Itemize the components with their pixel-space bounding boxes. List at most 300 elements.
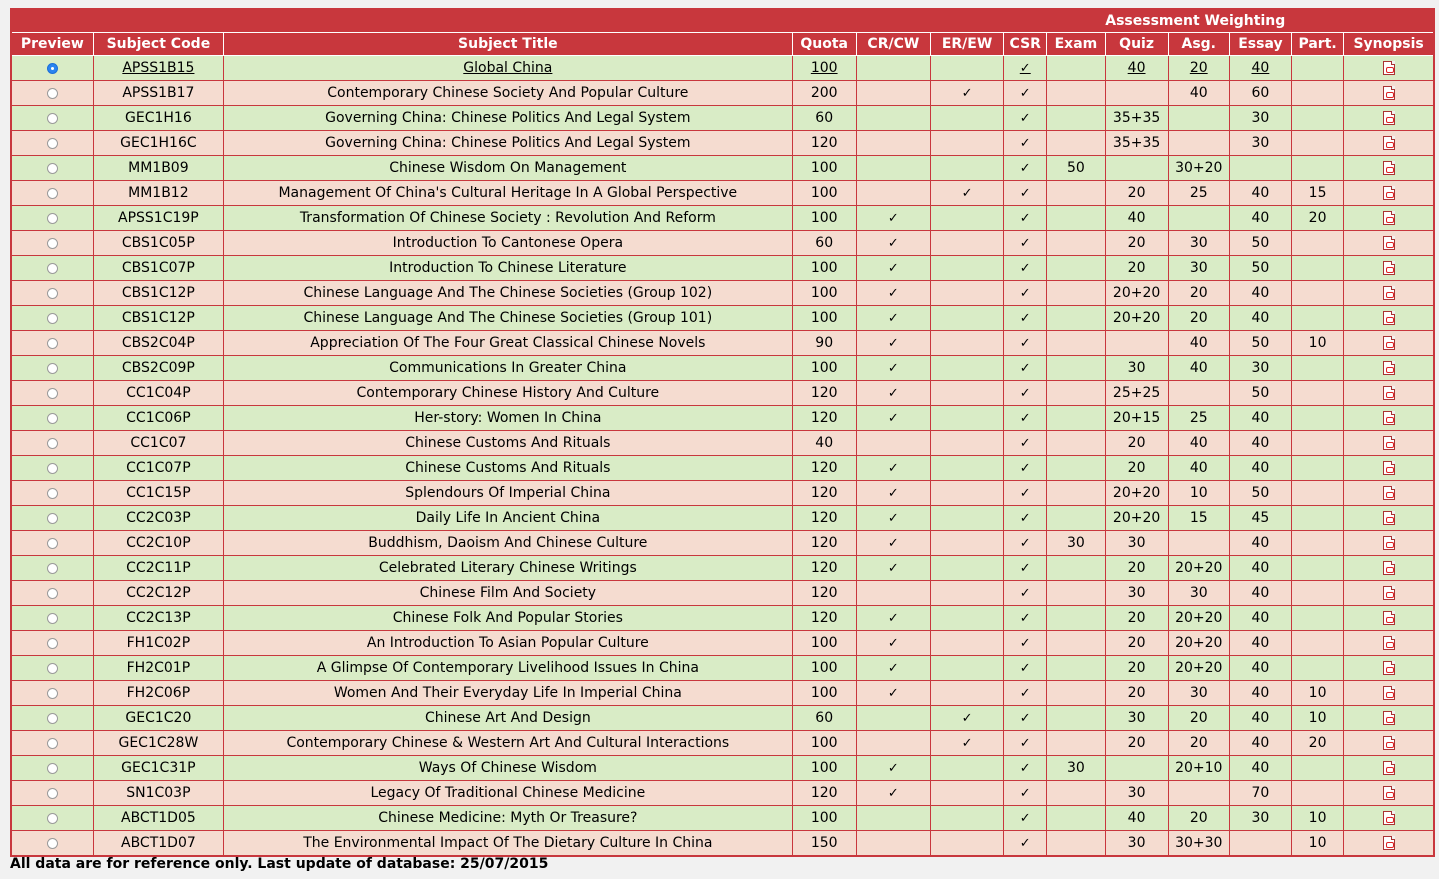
asg-cell: 10: [1168, 481, 1229, 506]
subject-code-cell: CC2C13P: [93, 606, 223, 631]
csr-cell: ✓: [1004, 556, 1047, 581]
asg-cell: 20: [1168, 731, 1229, 756]
preview-radio[interactable]: [47, 163, 58, 174]
er-ew-cell: [930, 756, 1003, 781]
preview-cell: [11, 631, 93, 656]
pdf-icon[interactable]: [1383, 136, 1395, 150]
exam-cell: [1047, 306, 1105, 331]
subject-title-cell: Chinese Customs And Rituals: [224, 456, 793, 481]
quiz-cell: 20: [1105, 556, 1168, 581]
subject-title-cell: Ways Of Chinese Wisdom: [224, 756, 793, 781]
pdf-icon[interactable]: [1383, 611, 1395, 625]
preview-radio[interactable]: [47, 138, 58, 149]
pdf-icon[interactable]: [1383, 61, 1395, 75]
preview-cell: [11, 656, 93, 681]
subject-title-cell: Contemporary Chinese & Western Art And Cultural Interactions: [224, 731, 793, 756]
preview-cell: [11, 256, 93, 281]
essay-cell: [1229, 156, 1291, 181]
quota-cell: 90: [792, 331, 856, 356]
part-cell: [1291, 581, 1343, 606]
table-row: [11, 231, 1434, 256]
exam-cell: [1047, 781, 1105, 806]
preview-radio[interactable]: [47, 663, 58, 674]
cr-cw-cell: ✓: [856, 256, 930, 281]
synopsis-cell: [1344, 281, 1434, 306]
pdf-icon[interactable]: [1383, 211, 1395, 225]
pdf-icon[interactable]: [1383, 161, 1395, 175]
preview-cell: [11, 556, 93, 581]
preview-radio[interactable]: [47, 838, 58, 849]
quiz-cell: 25+25: [1105, 381, 1168, 406]
pdf-icon[interactable]: [1383, 236, 1395, 250]
preview-radio[interactable]: [47, 763, 58, 774]
cr-cw-cell: ✓: [856, 506, 930, 531]
preview-radio[interactable]: [47, 738, 58, 749]
preview-radio[interactable]: [47, 563, 58, 574]
table-row: [11, 281, 1434, 306]
essay-cell: 40: [1229, 531, 1291, 556]
cr-cw-cell: ✓: [856, 281, 930, 306]
subject-code-cell: CC1C06P: [93, 406, 223, 431]
exam-cell: [1047, 456, 1105, 481]
synopsis-cell: [1344, 231, 1434, 256]
asg-cell: [1168, 381, 1229, 406]
col-header-asg: Asg.: [1168, 33, 1229, 56]
exam-cell: [1047, 331, 1105, 356]
exam-cell: [1047, 281, 1105, 306]
subject-code-cell: CC1C15P: [93, 481, 223, 506]
subject-code-cell: ABCT1D05: [93, 806, 223, 831]
part-cell: [1291, 306, 1343, 331]
preview-radio[interactable]: [47, 488, 58, 499]
pdf-icon[interactable]: [1383, 86, 1395, 100]
subject-title-cell: Chinese Wisdom On Management: [224, 156, 793, 181]
part-cell: [1291, 431, 1343, 456]
subject-code-cell: SN1C03P: [93, 781, 223, 806]
er-ew-cell: [930, 331, 1003, 356]
essay-cell: 40: [1229, 556, 1291, 581]
cr-cw-cell: ✓: [856, 556, 930, 581]
part-cell: 10: [1291, 681, 1343, 706]
pdf-icon[interactable]: [1383, 661, 1395, 675]
preview-radio[interactable]: [47, 113, 58, 124]
pdf-icon[interactable]: [1383, 386, 1395, 400]
quota-cell: 120: [792, 606, 856, 631]
cr-cw-cell: ✓: [856, 656, 930, 681]
asg-cell: [1168, 206, 1229, 231]
asg-cell: 40: [1168, 331, 1229, 356]
table-row: [11, 106, 1434, 131]
pdf-icon[interactable]: [1383, 111, 1395, 125]
subject-code-cell: CC1C04P: [93, 381, 223, 406]
table-row: [11, 356, 1434, 381]
quiz-cell: 20: [1105, 631, 1168, 656]
quiz-cell: 20+20: [1105, 281, 1168, 306]
exam-cell: [1047, 481, 1105, 506]
col-header-subject-code: Subject Code: [93, 33, 223, 56]
preview-radio[interactable]: [47, 688, 58, 699]
pdf-icon[interactable]: [1383, 686, 1395, 700]
preview-radio[interactable]: [47, 63, 58, 74]
pdf-icon[interactable]: [1383, 336, 1395, 350]
table-row: [11, 481, 1434, 506]
part-cell: [1291, 356, 1343, 381]
csr-cell: ✓: [1004, 81, 1047, 106]
pdf-icon[interactable]: [1383, 836, 1395, 850]
table-row: [11, 606, 1434, 631]
asg-cell: 20+10: [1168, 756, 1229, 781]
synopsis-cell: [1344, 706, 1434, 731]
table-row: [11, 781, 1434, 806]
subject-code-cell: APSS1C19P: [93, 206, 223, 231]
pdf-icon[interactable]: [1383, 511, 1395, 525]
quiz-cell: 40: [1105, 806, 1168, 831]
subject-code-cell: GEC1C31P: [93, 756, 223, 781]
table-row: [11, 181, 1434, 206]
csr-cell: ✓: [1004, 256, 1047, 281]
synopsis-cell: [1344, 631, 1434, 656]
table-row: [11, 381, 1434, 406]
preview-cell: [11, 131, 93, 156]
table-row: [11, 681, 1434, 706]
preview-radio[interactable]: [47, 613, 58, 624]
preview-cell: [11, 356, 93, 381]
quota-cell: 100: [792, 156, 856, 181]
subject-code-cell: FH2C06P: [93, 681, 223, 706]
preview-cell: [11, 206, 93, 231]
part-cell: 10: [1291, 806, 1343, 831]
essay-cell: 60: [1229, 81, 1291, 106]
table-row: [11, 656, 1434, 681]
pdf-icon[interactable]: [1383, 636, 1395, 650]
quota-cell: 40: [792, 431, 856, 456]
preview-radio[interactable]: [47, 588, 58, 599]
subject-table-container: [10, 8, 1435, 857]
part-cell: [1291, 406, 1343, 431]
essay-cell: 40: [1229, 756, 1291, 781]
quota-cell: 100: [792, 731, 856, 756]
subject-title-cell: Communications In Greater China: [224, 356, 793, 381]
part-cell: [1291, 631, 1343, 656]
cr-cw-cell: ✓: [856, 531, 930, 556]
er-ew-cell: [930, 681, 1003, 706]
csr-link[interactable]: ✓: [1019, 61, 1031, 76]
essay-cell: 40: [1229, 456, 1291, 481]
csr-cell: ✓: [1004, 306, 1047, 331]
preview-radio[interactable]: [47, 188, 58, 199]
subject-title-cell: Splendours Of Imperial China: [224, 481, 793, 506]
pdf-icon[interactable]: [1383, 536, 1395, 550]
table-row: [11, 506, 1434, 531]
pdf-icon[interactable]: [1383, 786, 1395, 800]
quiz-cell: 20: [1105, 181, 1168, 206]
cr-cw-cell: ✓: [856, 306, 930, 331]
subject-code-cell: CC2C03P: [93, 506, 223, 531]
pdf-icon[interactable]: [1383, 561, 1395, 575]
header-group-row: [11, 9, 1434, 33]
asg-link[interactable]: 20: [1189, 60, 1208, 76]
pdf-icon[interactable]: [1383, 261, 1395, 275]
preview-cell: [11, 81, 93, 106]
csr-cell: ✓: [1004, 381, 1047, 406]
pdf-icon[interactable]: [1383, 461, 1395, 475]
part-cell: 20: [1291, 206, 1343, 231]
quota-cell: 100: [792, 206, 856, 231]
part-cell: 10: [1291, 831, 1343, 857]
preview-radio[interactable]: [47, 538, 58, 549]
quota-cell: 120: [792, 556, 856, 581]
synopsis-cell: [1344, 81, 1434, 106]
cr-cw-cell: ✓: [856, 781, 930, 806]
part-cell: [1291, 656, 1343, 681]
er-ew-cell: [930, 581, 1003, 606]
subject-code-cell: GEC1H16C: [93, 131, 223, 156]
cr-cw-cell: ✓: [856, 631, 930, 656]
table-body: [11, 56, 1434, 857]
col-header-quiz: Quiz: [1105, 33, 1168, 56]
er-ew-cell: [930, 256, 1003, 281]
quota-cell: 100: [792, 681, 856, 706]
subject-code-cell: GEC1C28W: [93, 731, 223, 756]
pdf-icon[interactable]: [1383, 436, 1395, 450]
part-cell: [1291, 81, 1343, 106]
synopsis-cell: [1344, 381, 1434, 406]
preview-radio[interactable]: [47, 713, 58, 724]
header-spacer-right: [1344, 9, 1434, 33]
col-header-cr-cw: CR/CW: [856, 33, 930, 56]
table-row: [11, 706, 1434, 731]
pdf-icon[interactable]: [1383, 736, 1395, 750]
cr-cw-cell: ✓: [856, 406, 930, 431]
part-cell: [1291, 131, 1343, 156]
quota-cell: 120: [792, 506, 856, 531]
table-row: [11, 756, 1434, 781]
exam-cell: [1047, 656, 1105, 681]
quiz-cell: 20+20: [1105, 481, 1168, 506]
exam-cell: [1047, 81, 1105, 106]
subject-title-cell: Chinese Art And Design: [224, 706, 793, 731]
quota-cell: 100: [792, 806, 856, 831]
part-cell: [1291, 231, 1343, 256]
csr-cell: ✓: [1004, 756, 1047, 781]
cr-cw-cell: ✓: [856, 356, 930, 381]
preview-radio[interactable]: [47, 288, 58, 299]
csr-cell: ✓: [1004, 281, 1047, 306]
asg-cell: 25: [1168, 181, 1229, 206]
part-cell: [1291, 481, 1343, 506]
quiz-cell: 20+15: [1105, 406, 1168, 431]
er-ew-cell: [930, 131, 1003, 156]
er-ew-cell: [930, 431, 1003, 456]
er-ew-cell: [930, 806, 1003, 831]
quota-cell: 120: [792, 481, 856, 506]
synopsis-cell: [1344, 331, 1434, 356]
synopsis-cell: [1344, 731, 1434, 756]
pdf-icon[interactable]: [1383, 486, 1395, 500]
essay-cell: 50: [1229, 256, 1291, 281]
asg-cell: 20: [1168, 306, 1229, 331]
cr-cw-cell: [856, 731, 930, 756]
essay-cell: 40: [1229, 581, 1291, 606]
part-cell: [1291, 56, 1343, 81]
assessment-weighting-header: Assessment Weighting: [1047, 9, 1344, 33]
synopsis-cell: [1344, 356, 1434, 381]
subject-table: [10, 8, 1435, 857]
quiz-cell: [1105, 331, 1168, 356]
quiz-cell: 30: [1105, 356, 1168, 381]
synopsis-cell: [1344, 656, 1434, 681]
cr-cw-cell: [856, 106, 930, 131]
csr-cell: ✓: [1004, 631, 1047, 656]
part-cell: [1291, 456, 1343, 481]
quiz-cell: 30: [1105, 581, 1168, 606]
subject-code-cell: CC2C10P: [93, 531, 223, 556]
part-cell: [1291, 506, 1343, 531]
essay-cell: 50: [1229, 331, 1291, 356]
preview-radio[interactable]: [47, 788, 58, 799]
synopsis-cell: [1344, 306, 1434, 331]
csr-cell: ✓: [1004, 231, 1047, 256]
quota-link[interactable]: 100: [810, 60, 838, 76]
preview-radio[interactable]: [47, 388, 58, 399]
quiz-cell: 30: [1105, 531, 1168, 556]
cr-cw-cell: [856, 706, 930, 731]
er-ew-cell: [930, 381, 1003, 406]
subject-code-link[interactable]: APSS1B15: [122, 60, 195, 76]
subject-title-cell: Chinese Folk And Popular Stories: [224, 606, 793, 631]
quota-cell: 100: [792, 306, 856, 331]
csr-cell: ✓: [1004, 156, 1047, 181]
col-header-exam: Exam: [1047, 33, 1105, 56]
quiz-cell: 20: [1105, 731, 1168, 756]
er-ew-cell: [930, 531, 1003, 556]
exam-cell: 30: [1047, 531, 1105, 556]
exam-cell: [1047, 681, 1105, 706]
table-row: [11, 456, 1434, 481]
subject-title-cell: Celebrated Literary Chinese Writings: [224, 556, 793, 581]
csr-cell: ✓: [1004, 706, 1047, 731]
synopsis-cell: [1344, 106, 1434, 131]
subject-code-cell: CBS1C12P: [93, 306, 223, 331]
pdf-icon[interactable]: [1383, 361, 1395, 375]
pdf-icon[interactable]: [1383, 311, 1395, 325]
part-cell: [1291, 381, 1343, 406]
preview-radio[interactable]: [47, 413, 58, 424]
preview-radio[interactable]: [47, 513, 58, 524]
er-ew-cell: [930, 156, 1003, 181]
pdf-icon[interactable]: [1383, 761, 1395, 775]
preview-radio[interactable]: [47, 363, 58, 374]
preview-cell: [11, 281, 93, 306]
subject-title-cell: Buddhism, Daoism And Chinese Culture: [224, 531, 793, 556]
subject-title-cell: Legacy Of Traditional Chinese Medicine: [224, 781, 793, 806]
quota-cell: 120: [792, 131, 856, 156]
cr-cw-cell: ✓: [856, 381, 930, 406]
synopsis-cell: [1344, 581, 1434, 606]
pdf-icon[interactable]: [1383, 186, 1395, 200]
quota-cell: 120: [792, 456, 856, 481]
quiz-link[interactable]: 40: [1127, 60, 1146, 76]
subject-code-cell: CBS1C07P: [93, 256, 223, 281]
pdf-icon[interactable]: [1383, 811, 1395, 825]
preview-radio[interactable]: [47, 338, 58, 349]
subject-title-cell: Chinese Language And The Chinese Societies (Group 101): [224, 306, 793, 331]
cr-cw-cell: ✓: [856, 756, 930, 781]
essay-cell: 40: [1229, 206, 1291, 231]
essay-cell: 30: [1229, 806, 1291, 831]
er-ew-cell: [930, 231, 1003, 256]
pdf-icon[interactable]: [1383, 586, 1395, 600]
essay-cell: 30: [1229, 106, 1291, 131]
preview-radio[interactable]: [47, 638, 58, 649]
synopsis-cell: [1344, 531, 1434, 556]
subject-title-cell: A Glimpse Of Contemporary Livelihood Issues In China: [224, 656, 793, 681]
cr-cw-cell: ✓: [856, 456, 930, 481]
quota-cell: 100: [792, 631, 856, 656]
preview-radio[interactable]: [47, 438, 58, 449]
synopsis-cell: [1344, 56, 1434, 81]
pdf-icon[interactable]: [1383, 711, 1395, 725]
quota-cell: 100: [792, 756, 856, 781]
csr-cell: ✓: [1004, 331, 1047, 356]
table-row: [11, 56, 1434, 81]
csr-cell: ✓: [1004, 581, 1047, 606]
cr-cw-cell: [856, 581, 930, 606]
preview-cell: [11, 306, 93, 331]
exam-cell: [1047, 431, 1105, 456]
preview-radio[interactable]: [47, 263, 58, 274]
part-cell: [1291, 756, 1343, 781]
essay-link[interactable]: 40: [1251, 60, 1270, 76]
csr-cell: ✓: [1004, 106, 1047, 131]
exam-cell: [1047, 556, 1105, 581]
er-ew-cell: [930, 506, 1003, 531]
csr-cell: ✓: [1004, 456, 1047, 481]
exam-cell: [1047, 831, 1105, 857]
quota-cell: 120: [792, 381, 856, 406]
preview-cell: [11, 756, 93, 781]
essay-cell: 40: [1229, 181, 1291, 206]
synopsis-cell: [1344, 156, 1434, 181]
part-cell: 10: [1291, 706, 1343, 731]
pdf-icon[interactable]: [1383, 411, 1395, 425]
er-ew-cell: ✓: [930, 181, 1003, 206]
preview-radio[interactable]: [47, 88, 58, 99]
essay-cell: 45: [1229, 506, 1291, 531]
preview-radio[interactable]: [47, 313, 58, 324]
quiz-cell: [1105, 56, 1168, 81]
subject-title-cell: Chinese Customs And Rituals: [224, 431, 793, 456]
synopsis-cell: [1344, 431, 1434, 456]
quota-cell: 60: [792, 231, 856, 256]
preview-radio[interactable]: [47, 213, 58, 224]
essay-cell: 40: [1229, 706, 1291, 731]
subject-title-cell: Chinese Language And The Chinese Societies (Group 102): [224, 281, 793, 306]
synopsis-cell: [1344, 756, 1434, 781]
preview-radio[interactable]: [47, 238, 58, 249]
pdf-icon[interactable]: [1383, 286, 1395, 300]
exam-cell: [1047, 181, 1105, 206]
er-ew-cell: [930, 781, 1003, 806]
csr-cell: ✓: [1004, 681, 1047, 706]
quota-cell: 100: [792, 256, 856, 281]
preview-radio[interactable]: [47, 813, 58, 824]
table-row: [11, 156, 1434, 181]
csr-cell: ✓: [1004, 806, 1047, 831]
subject-title-link[interactable]: Global China: [463, 60, 553, 76]
exam-cell: [1047, 206, 1105, 231]
preview-radio[interactable]: [47, 463, 58, 474]
